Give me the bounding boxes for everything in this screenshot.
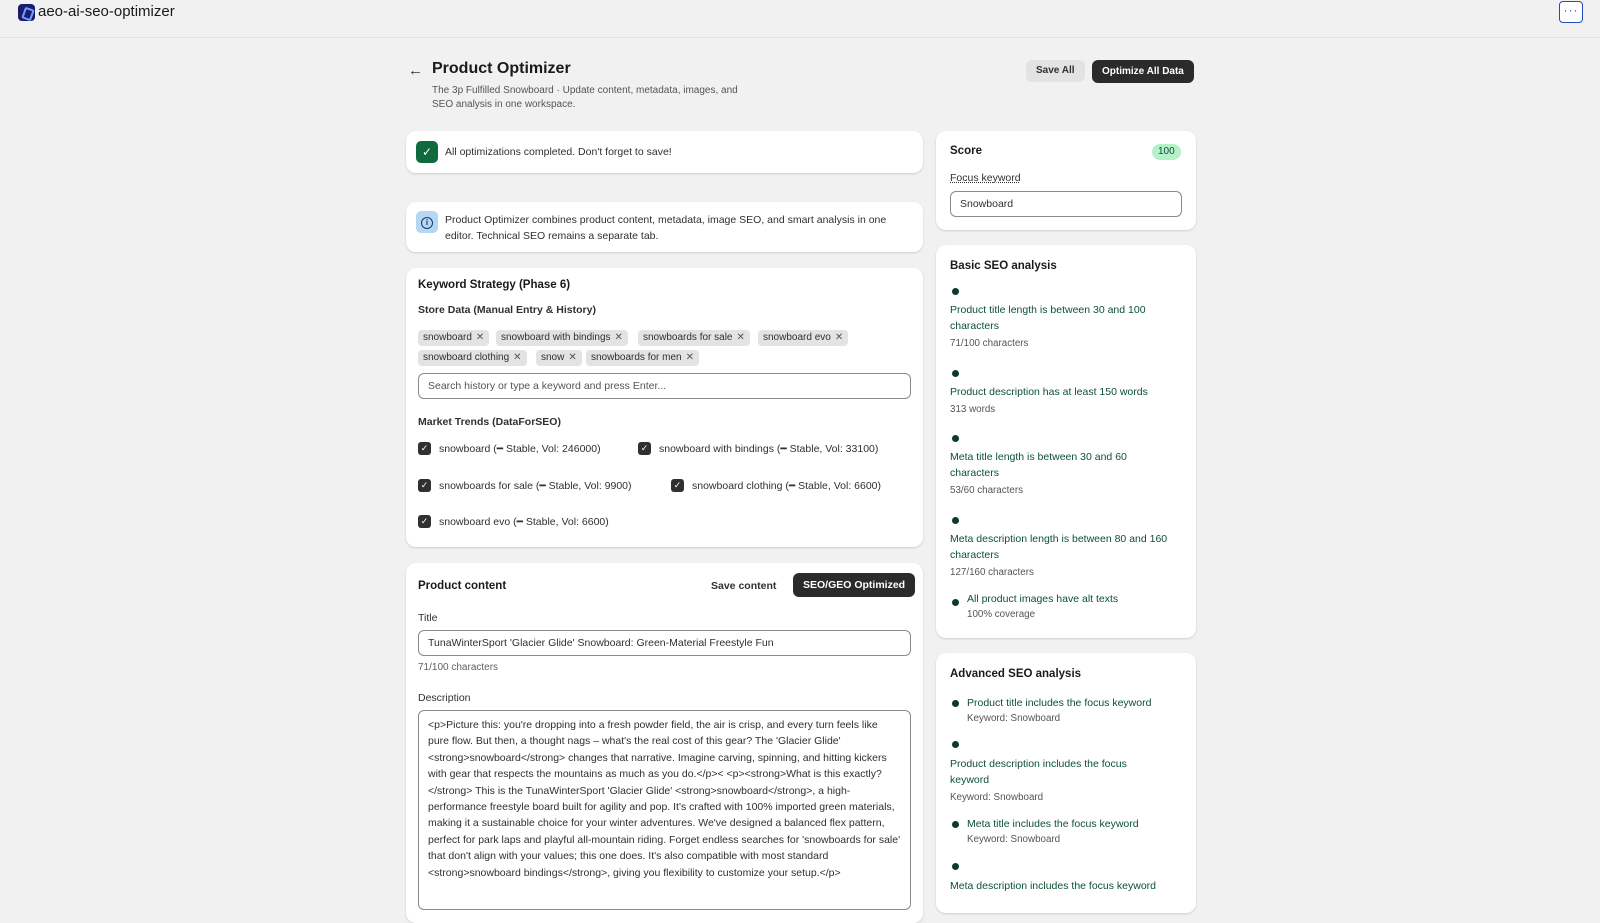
score-card bbox=[936, 131, 1196, 230]
back-arrow-icon[interactable]: ← bbox=[408, 62, 423, 79]
remove-tag-icon[interactable]: ✕ bbox=[685, 352, 694, 363]
seo-check-item: Meta description length is between 80 and 160 characters 127/160 characters bbox=[950, 513, 1186, 583]
status-dot-icon bbox=[952, 863, 959, 870]
advanced-seo-title: Advanced SEO analysis bbox=[950, 668, 1082, 680]
info-banner-text: Product Optimizer combines product content, metadata, image SEO, and smart analysis in one editor. Technical SEO remains a separate tab. bbox=[445, 214, 887, 242]
title-char-count: 71/100 characters bbox=[418, 662, 499, 673]
score-title: Score bbox=[950, 145, 982, 157]
page-header bbox=[408, 60, 1198, 115]
checkbox-checked-icon[interactable]: ✓ bbox=[638, 442, 651, 455]
seo-check-item: Product description includes the focus keyword Keyword: Snowboard bbox=[950, 741, 1186, 811]
keyword-search-input[interactable]: Search history or type a keyword and press Enter... bbox=[418, 373, 911, 399]
keyword-tag[interactable]: snowboards for sale ✕ bbox=[638, 330, 750, 346]
remove-tag-icon[interactable]: ✕ bbox=[568, 352, 577, 363]
status-dot-icon bbox=[952, 821, 959, 828]
remove-tag-icon[interactable]: ✕ bbox=[475, 332, 485, 343]
focus-keyword-input[interactable]: Snowboard bbox=[950, 191, 1182, 217]
keyword-tag[interactable]: snowboard ✕ bbox=[418, 330, 489, 346]
status-dot-icon bbox=[952, 741, 959, 748]
store-data-label: Store Data (Manual Entry & History) bbox=[418, 304, 596, 316]
keyword-tag[interactable]: snowboard evo ✕ bbox=[758, 330, 848, 346]
trend-item[interactable]: ✓ snowboard evo (━ Stable, Vol: 6600) bbox=[418, 515, 609, 529]
basic-seo-title: Basic SEO analysis bbox=[950, 260, 1057, 272]
description-textarea[interactable]: <p>Picture this: you're dropping into a fresh powder field, the air is crisp, and every turn feels like pure flow. But then, a thought nags – what's the real cost of this gear? The 'Glacier Glide' <strong>snowboard</strong> changes that narrative. Imagine carving, spinning, and hitting kickers with gear that respects the mountains as much as you do.</p>< <p><strong>What is this exactly?</strong> This is the TunaWinterSport 'Glacier Glide' <strong>snowboard</strong>, a high-performance freestyle board built for agility and pop. It's crafted with 100% imported green materials, making it a sustainable choice for your winter adventures. We've designed a balanced flex pattern, perfect for park laps and playful all-mountain riding. Forget endless searches for 'snowboards for sale' that don't align with your values; this one does. It's also compatible with most standard <strong>snowboard bindings</strong>, giving you flexibility to customize your setup.</p> bbox=[418, 710, 911, 910]
remove-tag-icon[interactable]: ✕ bbox=[614, 332, 623, 343]
seo-check-item: Meta description includes the focus keyword bbox=[950, 863, 1186, 903]
checkmark-icon: ✓ bbox=[416, 141, 438, 163]
app-name: aeo-ai-seo-optimizer bbox=[38, 3, 175, 20]
app-logo-icon bbox=[18, 4, 35, 21]
app-topbar bbox=[0, 0, 1600, 38]
optimize-all-button[interactable]: Optimize All Data bbox=[1092, 60, 1194, 83]
seo-check-item: Product description has at least 150 words 313 words bbox=[950, 366, 1186, 416]
seo-check-item: Product title length is between 30 and 100 characters 71/100 characters bbox=[950, 284, 1186, 354]
keyword-strategy-card bbox=[406, 268, 923, 547]
keyword-tag[interactable]: snowboard with bindings ✕ bbox=[496, 330, 628, 346]
page-title: Product Optimizer bbox=[432, 60, 571, 77]
checkbox-checked-icon[interactable]: ✓ bbox=[418, 479, 431, 492]
advanced-seo-card bbox=[936, 653, 1196, 913]
trend-item[interactable]: ✓ snowboard (━ Stable, Vol: 246000) bbox=[418, 442, 601, 456]
remove-tag-icon[interactable]: ✕ bbox=[513, 352, 522, 363]
remove-tag-icon[interactable]: ✕ bbox=[736, 332, 745, 343]
keyword-tag[interactable]: snow ✕ bbox=[536, 350, 582, 366]
keyword-tag[interactable]: snowboards for men ✕ bbox=[586, 350, 699, 366]
title-input[interactable]: TunaWinterSport 'Glacier Glide' Snowboard: Green-Material Freestyle Fun bbox=[418, 630, 911, 656]
seo-check-item: Meta title length is between 30 and 60 characters 53/60 characters bbox=[950, 431, 1186, 501]
description-label: Description bbox=[418, 692, 471, 704]
save-content-button[interactable]: Save content bbox=[711, 580, 777, 592]
trend-item[interactable]: ✓ snowboard clothing (━ Stable, Vol: 6600) bbox=[671, 479, 881, 493]
status-dot-icon bbox=[952, 700, 959, 707]
checkbox-checked-icon[interactable]: ✓ bbox=[671, 479, 684, 492]
trend-item[interactable]: ✓ snowboards for sale (━ Stable, Vol: 9900) bbox=[418, 479, 632, 493]
keyword-strategy-title: Keyword Strategy (Phase 6) bbox=[418, 279, 571, 291]
checkbox-checked-icon[interactable]: ✓ bbox=[418, 515, 431, 528]
keyword-tag[interactable]: snowboard clothing ✕ bbox=[418, 350, 527, 366]
seo-geo-optimized-button[interactable]: SEO/GEO Optimized bbox=[793, 573, 915, 597]
title-label: Title bbox=[418, 612, 438, 624]
more-actions-button[interactable]: ··· bbox=[1559, 1, 1583, 23]
page-subtitle: The 3p Fulfilled Snowboard · Update content, metadata, images, and SEO analysis in one workspace. bbox=[432, 85, 738, 110]
product-content-title: Product content bbox=[418, 580, 507, 592]
seo-check-item: Product title includes the focus keyword Keyword: Snowboard bbox=[950, 700, 1186, 734]
status-dot-icon bbox=[952, 517, 959, 524]
info-banner bbox=[406, 202, 923, 252]
success-banner-text: All optimizations completed. Don't forget to save! bbox=[445, 146, 672, 158]
focus-keyword-label: Focus keyword bbox=[950, 172, 1021, 184]
status-dot-icon bbox=[952, 435, 959, 442]
info-icon: i bbox=[416, 211, 438, 233]
status-dot-icon bbox=[952, 599, 959, 606]
market-trends-label: Market Trends (DataForSEO) bbox=[418, 416, 561, 428]
score-badge: 100 bbox=[1152, 144, 1181, 160]
seo-check-item: All product images have alt texts 100% coverage bbox=[950, 595, 1186, 631]
status-dot-icon bbox=[952, 370, 959, 377]
success-banner bbox=[406, 131, 923, 173]
remove-tag-icon[interactable]: ✕ bbox=[834, 332, 844, 343]
basic-seo-card bbox=[936, 245, 1196, 638]
checkbox-checked-icon[interactable]: ✓ bbox=[418, 442, 431, 455]
status-dot-icon bbox=[952, 288, 959, 295]
trend-item[interactable]: ✓ snowboard with bindings (━ Stable, Vol: 33100) bbox=[638, 442, 878, 456]
seo-check-item: Meta title includes the focus keyword Keyword: Snowboard bbox=[950, 821, 1186, 855]
product-content-card bbox=[406, 563, 923, 923]
save-all-button[interactable]: Save All bbox=[1026, 60, 1085, 82]
